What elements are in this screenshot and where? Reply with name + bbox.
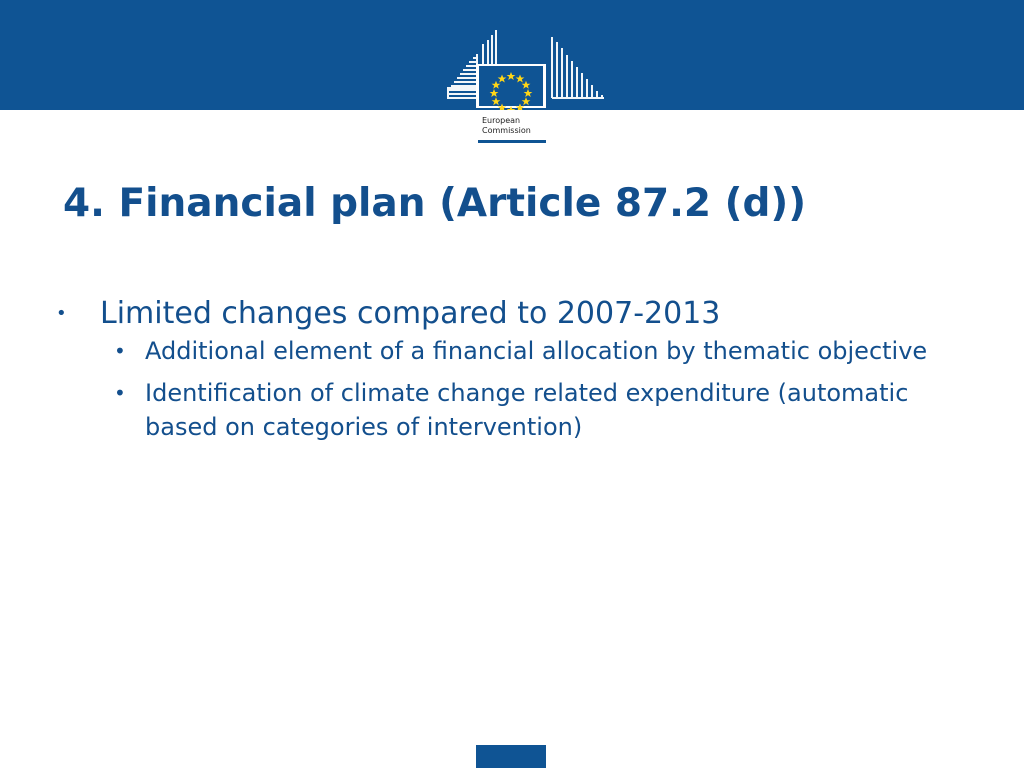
logo-line-commission: Commission xyxy=(482,126,531,135)
sub-bullet-item xyxy=(100,376,956,444)
sub-bullet-marker: • xyxy=(114,339,126,363)
european-commission-logo xyxy=(440,30,610,145)
sub-bullet-text: Additional element of a financial allocation by thematic objective xyxy=(145,337,928,365)
sub-bullet-text: Identification of climate change related expenditure (automatic based on categories of intervention) xyxy=(145,379,909,441)
slide-title: 4. Financial plan (Article 87.2 (d)) xyxy=(63,181,807,226)
bullet-text: Limited changes compared to 2007-2013 xyxy=(100,296,721,331)
eu-flag-icon xyxy=(476,64,546,114)
slide-bullet-list xyxy=(56,294,956,452)
sub-bullet-list xyxy=(100,334,956,444)
sub-bullet-item xyxy=(100,334,956,368)
logo-underline xyxy=(478,140,546,143)
sub-bullet-marker: • xyxy=(114,381,126,405)
bullet-item xyxy=(56,294,956,444)
footer-tab xyxy=(476,745,546,768)
logo-label xyxy=(482,116,531,136)
bullet-marker: • xyxy=(56,303,67,324)
logo-line-european: European xyxy=(482,116,521,125)
